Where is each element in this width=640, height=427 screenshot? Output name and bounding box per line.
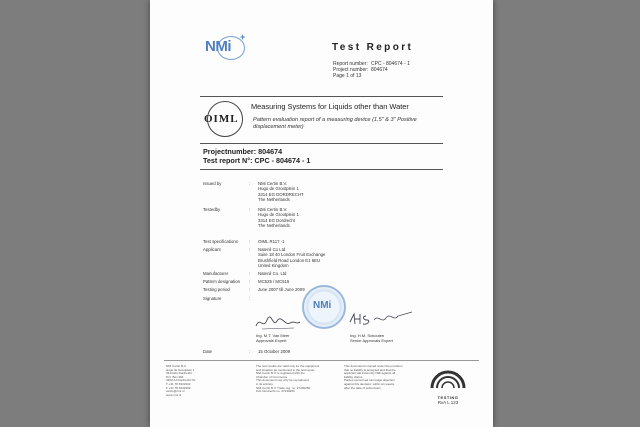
field-label: Test specifications: [203, 239, 238, 244]
project-number-line: Projectnumber: 804674: [203, 147, 283, 156]
value-line: United Kingdom: [258, 262, 289, 268]
footer-line: This document may only be reproduced: [256, 378, 309, 383]
seal-text: NMi: [313, 300, 332, 311]
left-signature-scribble: [254, 314, 302, 332]
footer-line: that no liability is accepted and that the: [344, 367, 396, 372]
project-block: [203, 147, 310, 165]
rva-testing-logo: [428, 362, 468, 405]
value-line: The Netherlands: [258, 222, 290, 228]
footer-liability-notice: [344, 365, 424, 390]
footer-line: 3300 AJ Dordrecht NL: [166, 378, 196, 383]
footer-line: Chamber of Commerce: [256, 374, 288, 379]
project-number-label: Project number:: [333, 67, 369, 74]
field-value: [258, 279, 289, 284]
value-line: MC525 / MC515: [258, 279, 290, 284]
footer-line: Parties concerned can lodge objection: [344, 378, 395, 383]
date-row: Date : 15 October 2009: [203, 349, 291, 354]
field-value: [258, 247, 325, 268]
footer-divider: [164, 360, 479, 361]
document-heading: Measuring Systems for Liquids other than Water: [251, 102, 409, 111]
field-label: Testing period: [203, 287, 230, 292]
footer-line: against this decision, within six weeks: [344, 381, 395, 386]
report-number-value: CPC - 804674 - 1: [371, 61, 410, 67]
footer-line: and situation as mentioned in the test report.: [256, 367, 316, 372]
value-line: NMi Certin B.V.: [258, 207, 288, 212]
rva-arc-icon: [428, 362, 468, 390]
footer-line: 3314 EG Dordrecht: [166, 371, 192, 376]
right-signatory-name: Ing. H.M. Schouten: [350, 333, 385, 338]
middle-divider: [200, 143, 443, 144]
footer-line: T +31 78 6332332: [166, 381, 191, 386]
value-line: The Netherlands: [258, 196, 290, 202]
project-number-value: 804674: [371, 67, 388, 74]
field-label: Signature: [203, 296, 222, 301]
oiml-logo: [202, 101, 248, 139]
nmi-logo-text: NMi: [205, 38, 231, 55]
value-line: June 2007 till June 2009: [258, 287, 305, 292]
field-label: Issued by: [203, 181, 222, 186]
nmi-seal-stamp: [302, 285, 346, 329]
footer-line: in its entirety.: [256, 381, 274, 386]
field-label: Applicant: [203, 247, 221, 252]
footer-line: Hugo de Grootplein 1: [166, 367, 195, 372]
value-line: Hugo de Grootplein 1: [258, 186, 299, 192]
right-signature-scribble: [346, 310, 418, 330]
document-page: NMi + Test Report Report number: CPC - 804674 - 1 Project number: 804674 Page 1 of 13 OIML Measuring Systems for Liquids other than Water Pattern evaluation report of a measuring device (1.5" & 3" Positive displacement meter) Projectnumber: 804674 Test report N°: CPC - 804674 - 1 Issued by : NMi Certin B.V. Hugo de Grootplein 1 3314 EG DORDRECHT The Netherlands Testedby : NMi Certin B.V. Hugo de Grootplein 1 3314 EG Dordrecht The Netherlands Test specifications : OIML R117 -1 Applicant : Natenil Co Ltd Suite 18 40 London Fruit Exchange Brushfield Road London E1 6EU United Kingdom Manufacturer : Natenil Co. Ltd Pattern designation : MC525 / MC515 Testing period : June 2007 till June 2009 Signature : NMi Ing. M.T. Van Meer Approvals Expert Ing. H.M. Schouten Senior Approvals Expert Date : 15 October 2009 NMi Certin B.V. Hugo de Grootplein 1 3314 EG Dordrecht P.O. Box 394 3300 AJ Dordrecht NL T +31 78 6332332 F +31 78 6332309 certin@nmi.nl www.nmi.nl The test results are valid only for the equipment and situation as mentioned in the test report. NMi Certin B.V. is registered with the Chamber of Commerce This document may only be reproduced in its entirety. NMi Certin B.V. Trade reg. no. 27230250 KvK Dordrecht no. 27230250 This document is issued under the provision that no liability is accepted and that the applicant will indemnify NMi against all liability claims. Parties concerned can lodge objection against this decision, within six weeks after the date of submission. TESTING RvA L 123: [150, 0, 493, 427]
value-line: OIML R117 -1: [258, 239, 285, 244]
field-label: Testedby: [203, 207, 221, 212]
footer-line: liability claims.: [344, 374, 364, 379]
value-line: Natenil Co Ltd: [258, 247, 286, 252]
value-line: Hugo de Grootplein 1: [258, 212, 299, 218]
rva-code: RvA L 123: [437, 400, 459, 405]
document-title: Test Report: [332, 42, 414, 53]
field-value: [258, 181, 304, 202]
left-signatory: [256, 333, 290, 343]
footer-line: P.O. Box 394: [166, 374, 184, 379]
field-value: [258, 271, 286, 276]
field-label: Pattern designation: [203, 279, 241, 284]
field-label: Manufacturer: [203, 271, 229, 276]
footer-line: This document is issued under the provision: [344, 364, 403, 368]
rva-testing-label: TESTING: [437, 395, 459, 400]
footer-line: F +31 78 6332309: [166, 385, 191, 390]
value-line: 3314 EG Dordrecht: [258, 217, 296, 223]
right-signatory: [350, 333, 393, 343]
footer-line: The test results are valid only for the equipment: [256, 364, 320, 368]
left-signatory-name: Ing. M.T. Van Meer: [256, 333, 290, 338]
test-report-number-line: Test report N°: CPC - 804674 - 1: [203, 156, 311, 165]
nmi-logo: [205, 32, 245, 62]
value-line: NMi Certin B.V.: [258, 181, 288, 186]
field-value: [258, 287, 305, 292]
footer-line: KvK Dordrecht no. 27230250: [256, 389, 295, 394]
value-line: Brushfield Road London E1 6EU: [258, 257, 321, 263]
report-meta: [333, 61, 410, 80]
footer-line: www.nmi.nl: [166, 392, 182, 397]
footer-line: NMi Certin B.V. is registered with the: [256, 371, 305, 376]
footer-line: after the date of submission.: [344, 385, 382, 390]
right-signatory-role: Senior Approvals Expert: [350, 338, 393, 343]
document-subheading: Pattern evaluation report of a measuring device (1.5" & 3" Positive displacement meter): [253, 117, 417, 130]
footer-line: NMi Certin B.V. Trade reg. no. 27230250: [256, 385, 311, 390]
footer-line: NMi Certin B.V.: [166, 364, 187, 368]
oiml-logo-text: OIML: [204, 113, 239, 125]
date-label: Date: [203, 349, 213, 354]
report-number-label: Report number:: [333, 61, 368, 67]
field-value: [258, 207, 299, 228]
footer-line: applicant will indemnify NMi against all: [344, 371, 396, 376]
footer-legal-notice: [256, 365, 336, 394]
value-line: Suite 18 40 London Fruit Exchange: [258, 252, 326, 258]
footer-line: certin@nmi.nl: [166, 389, 185, 394]
date-value: 15 October 2009: [258, 349, 291, 354]
page-indicator: Page 1 of 13: [333, 73, 362, 80]
top-divider: [200, 96, 443, 97]
value-line: 3314 EG DORDRECHT: [258, 191, 304, 197]
value-line: Natenil Co. Ltd: [258, 271, 287, 276]
footer-address: [166, 365, 226, 397]
nmi-plus-icon: +: [240, 32, 246, 42]
fields-divider: [200, 169, 443, 170]
left-signatory-role: Approvals Expert: [256, 338, 287, 343]
field-value: [258, 239, 285, 244]
